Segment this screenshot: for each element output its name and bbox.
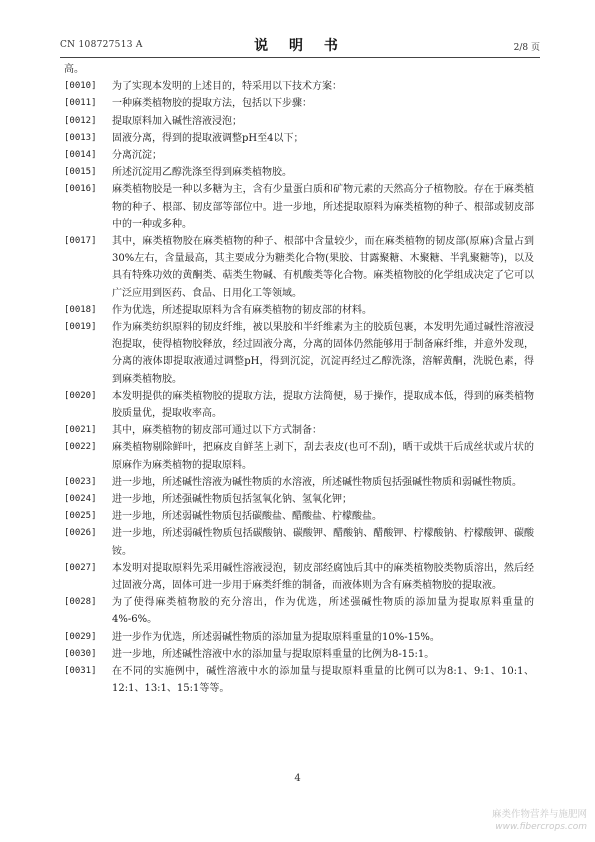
paragraph-number: [0010]: [64, 81, 97, 92]
paragraph-number: [0024]: [64, 494, 97, 505]
paragraph: [64, 181, 534, 233]
paragraph: [64, 646, 534, 663]
paragraph: [64, 629, 534, 646]
paragraph-number: [0026]: [64, 528, 97, 539]
page-header: [60, 38, 540, 54]
paragraph-text: 作为优选，所述提取原料为含有麻类植物的韧皮部的材料。: [112, 304, 372, 316]
paragraph-text: 提取原料加入碱性溶液浸泡；: [112, 115, 242, 127]
paragraph-text: 所述沉淀用乙醇洗涤至得到麻类植物胶。: [112, 167, 292, 179]
continuation-text: 高。: [64, 64, 84, 75]
paragraph-number: [0028]: [64, 597, 97, 608]
paragraph-text: 分离沉淀；: [112, 150, 162, 161]
paragraph-number: [0015]: [64, 167, 97, 178]
paragraph-text: 进一步地，所述碱性溶液为碱性物质的水溶液，所述碱性物质包括强碱性物质和弱碱性物质。: [112, 476, 522, 488]
page-reference: 2/8 页: [513, 43, 540, 53]
paragraph-number: [0030]: [64, 648, 97, 659]
paragraph: [64, 113, 534, 130]
watermark-name: 麻类作物营养与施肥网: [491, 809, 587, 820]
paragraph-text: 为了实现本发明的上述目的，特采用以下技术方案：: [112, 81, 342, 93]
paragraph-text: 进一步地，所述弱碱性物质包括碳酸盐、醋酸盐、柠檬酸盐。: [112, 511, 382, 523]
paragraph-number: [0018]: [64, 304, 97, 315]
paragraph-text: 本发明提供的麻类植物胶的提取方法，提取方法简便，易于操作，提取成本低，得到的麻类植物胶质量优，提取收率高。: [112, 390, 534, 420]
paragraph: [64, 319, 534, 388]
paragraph-number: [0023]: [64, 476, 97, 487]
paragraph: [64, 560, 534, 594]
paragraph-number: [0017]: [64, 236, 97, 247]
paragraph: [64, 474, 534, 491]
paragraph-number: [0019]: [64, 322, 97, 333]
paragraph: [64, 95, 534, 112]
paragraph: [64, 491, 534, 508]
paragraph: [64, 388, 534, 422]
paragraph-text: 其中，麻类植物的韧皮部可通过以下方式制备：: [112, 425, 322, 437]
watermark: [492, 808, 587, 834]
header-rule: [60, 57, 540, 58]
paragraph-text: 麻类植物剔除鲜叶，把麻皮自鲜茎上剥下，刮去表皮(也可不刮)，晒干或烘干后成丝状或片状的原麻作为麻类植物的提取原料。: [112, 442, 534, 471]
paragraph-text: 麻类植物胶是一种以多糖为主，含有少量蛋白质和矿物元素的天然高分子植物胶。存在于麻类植物的种子、根部、韧皮部等部位中。进一步地，所述提取原料为麻类植物的种子、根部或韧皮部中的一种或多种。: [112, 184, 534, 230]
paragraph-number: [0013]: [64, 132, 97, 143]
document-title: 说 明 书: [254, 38, 346, 54]
paragraph: [64, 147, 534, 164]
paragraph: [64, 508, 534, 525]
paragraph: [64, 302, 534, 319]
paragraph: [64, 525, 534, 559]
page-number: 4: [294, 773, 301, 784]
paragraph: [64, 663, 534, 697]
paragraph: [64, 164, 534, 181]
paragraph-text: 进一步地，所述碱性溶液中水的添加量与提取原料重量的比例为8-15:1。: [112, 648, 435, 660]
paragraph-number: [0022]: [64, 442, 97, 453]
paragraph-number: [0014]: [64, 150, 97, 160]
paragraph-number: [0011]: [64, 98, 97, 109]
paragraph-text: 作为麻类纺织原料的韧皮纤维，被以果胶和半纤维素为主的胶质包裹，本发明先通过碱性溶液浸泡提取，使得植物胶释放，经过固液分离，分离的固体仍然能够用于制备麻纤维，并意外发现，分离的液体即提取液通过调整pH，得到沉淀，沉淀再经过乙醇洗涤，溶解黄酮，洗脱色素，得到麻类植物胶。: [112, 322, 534, 385]
paragraph: [64, 422, 534, 439]
paragraph-number: [0020]: [64, 390, 97, 401]
paragraph-text: 一种麻类植物胶的提取方法，包括以下步骤：: [112, 98, 312, 110]
paragraph-text: 为了使得麻类植物胶的充分溶出，作为优选，所述强碱性物质的添加量为提取原料重量的4%-6%。: [112, 597, 534, 626]
paragraph: [64, 594, 534, 628]
paragraph-text: 固液分离，得到的提取液调整pH至4以下；: [112, 132, 304, 144]
patent-id: CN 108727513 A: [60, 40, 143, 50]
paragraph-number: [0012]: [64, 115, 97, 126]
paragraph-text: 进一步地，所述弱碱性物质包括碳酸钠、碳酸钾、醋酸钠、醋酸钾、柠檬酸钠、柠檬酸钾、碳酸铵。: [112, 528, 534, 557]
paragraph: [64, 78, 534, 95]
paragraph: [64, 439, 534, 473]
paragraph-number: [0025]: [64, 511, 97, 522]
paragraph-text: 进一步地，所述强碱性物质包括氢氧化钠、氢氧化钾；: [112, 494, 352, 506]
paragraph-number: [0031]: [64, 666, 97, 677]
paragraph-text: 进一步作为优选，所述弱碱性物质的添加量为提取原料重量的10%-15%。: [112, 631, 440, 643]
paragraph-number: [0016]: [64, 184, 97, 195]
paragraph-number: [0027]: [64, 562, 97, 573]
paragraph-text: 本发明对提取原料先采用碱性溶液浸泡，韧皮部经腐蚀后其中的麻类植物胶类物质溶出，然后经过固液分离，固体可进一步用于麻类纤维的制备，而液体则为含有麻类植物胶的提取液。: [112, 562, 534, 592]
paragraph-number: [0021]: [64, 425, 97, 436]
paragraph: [64, 233, 534, 302]
description-body: [64, 61, 534, 698]
paragraph-text: 在不同的实施例中，碱性溶液中水的添加量与提取原料重量的比例可以为8:1、9:1、10:1、12:1、13:1、15:1等等。: [112, 666, 534, 695]
paragraph-list: [64, 78, 534, 697]
watermark-url: www.fibercrops.com: [495, 822, 587, 832]
paragraph-number: [0029]: [64, 631, 97, 642]
paragraph-text: 其中，麻类植物胶在麻类植物的种子、根部中含量较少，而在麻类植物的韧皮部(原麻)含量占到30%左右，含量最高，其主要成分为糖类化合物(果胶、甘露聚糖、木聚糖、半乳聚糖等)，以及具有特殊功效的黄酮类、萜类生物碱、有机酸类等化合物。麻类植物胶的化学组成决定了它可以广泛应用到医药、食品、日用化工等领域。: [112, 236, 534, 299]
paragraph: [64, 130, 534, 147]
